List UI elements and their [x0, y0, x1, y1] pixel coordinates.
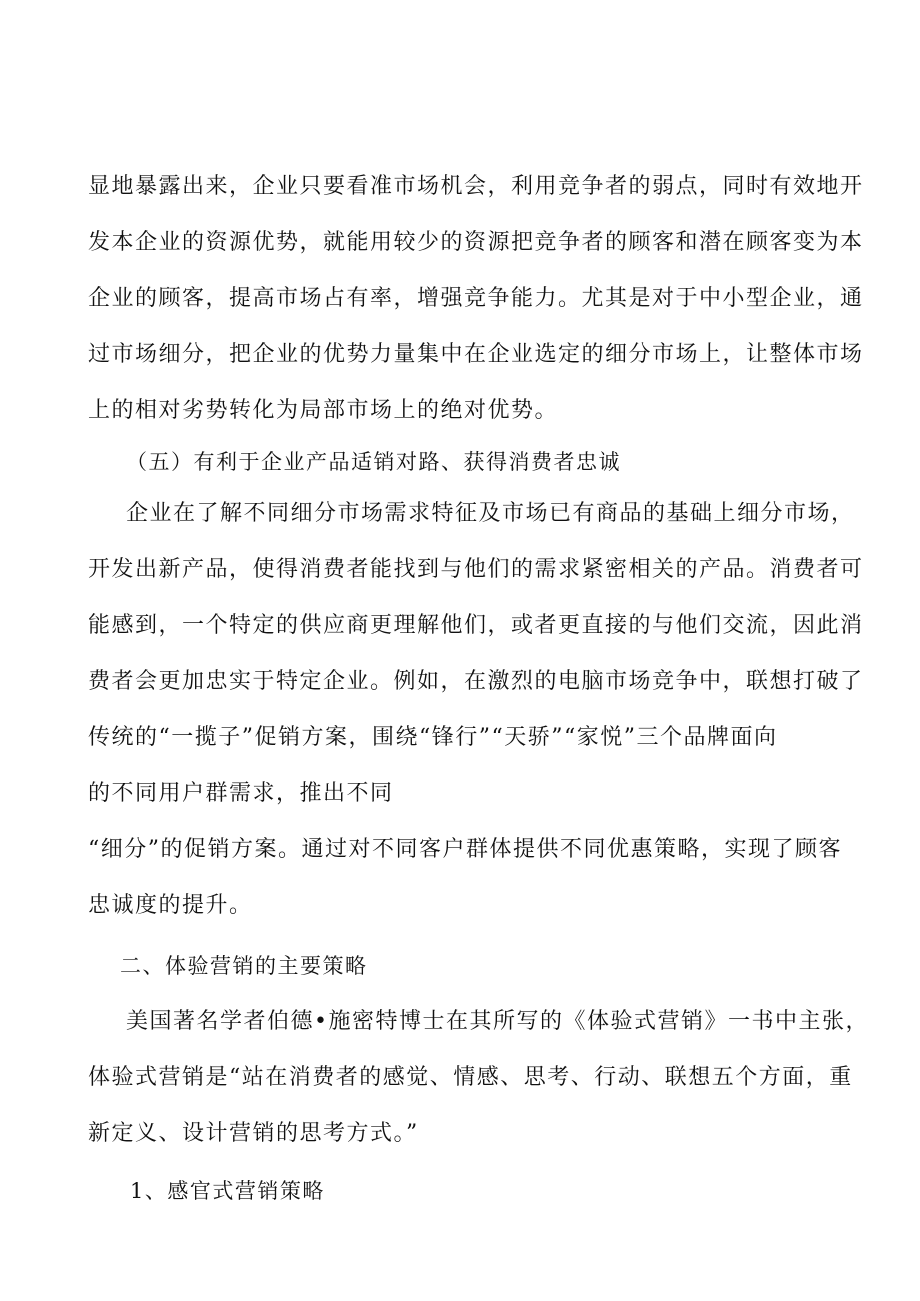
paragraph-line: 开发出新产品，使得消费者能找到与他们的需求紧密相关的产品。消费者可 [88, 557, 864, 582]
paragraph-line: 传统的“一揽子”促销方案，围绕“锋行”“天骄”“家悦”三个品牌面向 [88, 725, 778, 750]
paragraph-line: 美国著名学者伯德•施密特博士在其所写的《体验式营销》一书中主张， [126, 1009, 869, 1034]
paragraph-line: 企业的顾客，提高市场占有率，增强竞争能力。尤其是对于中小型企业，通 [88, 286, 864, 311]
section-heading: （五）有利于企业产品适销对路、获得消费者忠诚 [126, 450, 621, 474]
paragraph-line: 费者会更加忠实于特定企业。例如，在激烈的电脑市场竞争中，联想打破了 [88, 669, 864, 694]
section-heading: 二、体验营销的主要策略 [120, 954, 368, 978]
paragraph-line: 上的相对劣势转化为局部市场上的绝对优势。 [88, 398, 559, 423]
paragraph-line: 显地暴露出来，企业只要看准市场机会，利用竞争者的弱点，同时有效地开 [88, 174, 864, 199]
paragraph-line: 过市场细分，把企业的优势力量集中在企业选定的细分市场上，让整体市场 [88, 342, 864, 367]
paragraph-line: 能感到，一个特定的供应商更理解他们，或者更直接的与他们交流，因此消 [88, 613, 864, 638]
paragraph-line: 忠诚度的提升。 [88, 893, 253, 918]
paragraph-line: 体验式营销是“站在消费者的感觉、情感、思考、行动、联想五个方面，重 [88, 1065, 853, 1090]
paragraph-line: 的不同用户群需求，推出不同 [88, 781, 394, 806]
paragraph-line: 企业在了解不同细分市场需求特征及市场已有商品的基础上细分市场， [126, 501, 855, 526]
subsection-heading: 1、感官式营销策略 [130, 1179, 325, 1203]
paragraph-line: “细分”的促销方案。通过对不同客户群体提供不同优惠策略，实现了顾客 [88, 837, 842, 862]
paragraph-line: 发本企业的资源优势，就能用较少的资源把竞争者的顾客和潜在顾客变为本 [88, 230, 864, 255]
paragraph-line: 新定义、设计营销的思考方式。” [88, 1121, 419, 1146]
